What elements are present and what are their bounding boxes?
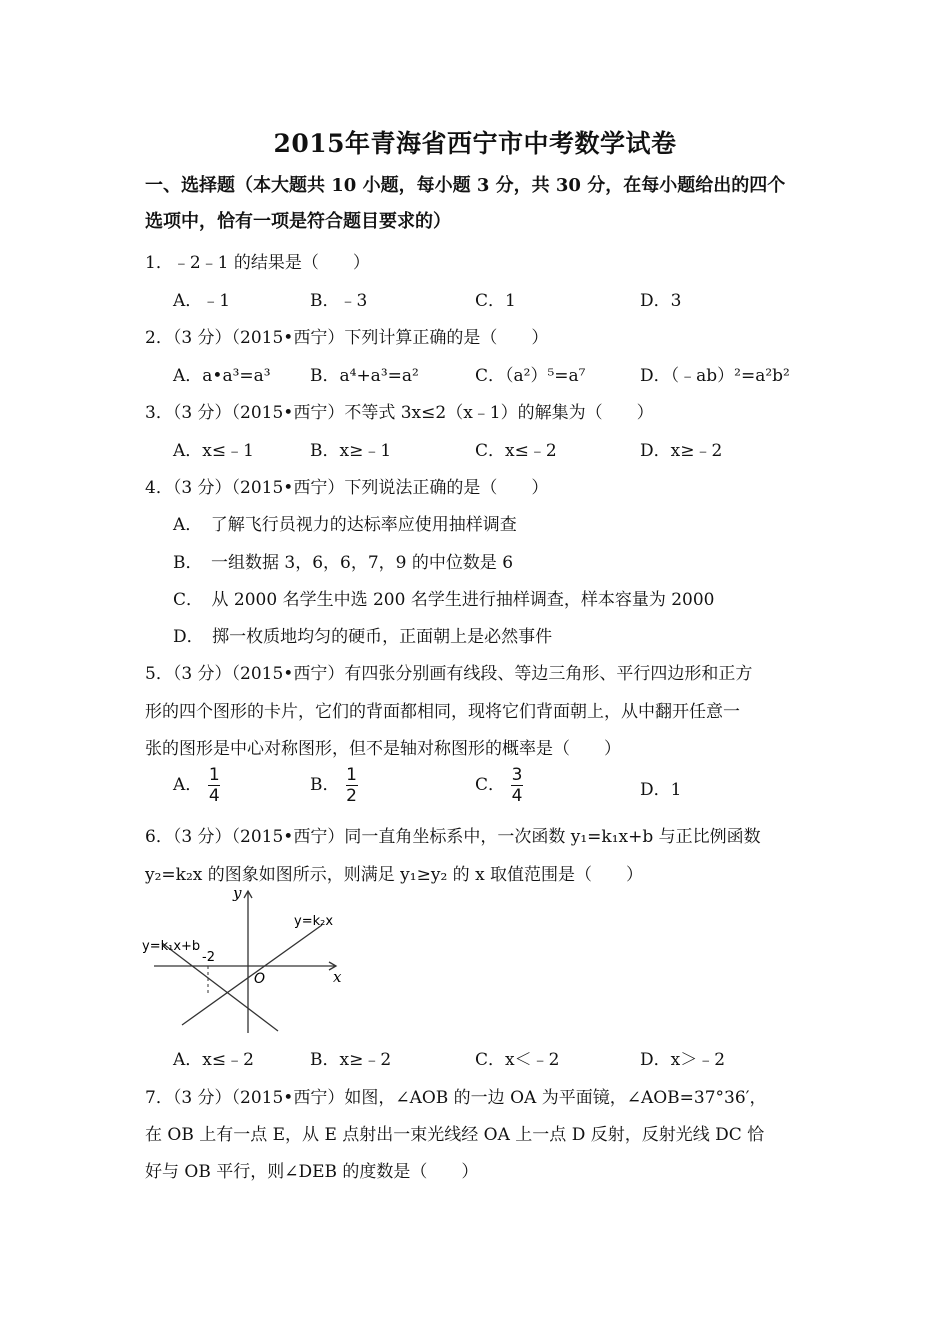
question-3-option-d: D．x≥﹣2 [640, 441, 723, 461]
line-y2-k2x [182, 925, 322, 1025]
question-4-stem: 4．（3 分）（2015•西宁）下列说法正确的是（ ） [145, 478, 549, 498]
fraction [208, 766, 220, 805]
numerator: 1 [346, 765, 357, 785]
line-y1-k1x-plus-b [162, 943, 278, 1031]
question-1-stem: 1．﹣2﹣1 的结果是（ ） [145, 253, 370, 273]
question-5-option-d: D．1 [640, 780, 682, 800]
question-2-option-a: A．a•a³=a³ [173, 366, 271, 386]
question-5-line-1: 5．（3 分）（2015•西宁）有四张分别画有线段、等边三角形、平行四边形和正方 [145, 664, 753, 684]
question-4-option-b: B． 一组数据 3，6，6，7，9 的中位数是 6 [173, 553, 514, 573]
question-6-graph [140, 883, 350, 1035]
question-7-line-3: 好与 OB 平行，则∠DEB 的度数是（ ） [145, 1162, 479, 1182]
question-5-option-a [173, 766, 220, 805]
y-axis-label: y [233, 884, 242, 902]
question-3-stem: 3．（3 分）（2015•西宁）不等式 3x≤2（x﹣1）的解集为（ ） [145, 403, 654, 423]
question-5-option-b [310, 766, 358, 805]
question-4-option-a: A． 了解飞行员视力的达标率应使用抽样调查 [173, 515, 517, 535]
question-6-option-b: B．x≥﹣2 [310, 1050, 392, 1070]
question-2-option-b: B．a⁴+a³=a² [310, 366, 419, 386]
question-4-option-d: D． 掷一枚质地均匀的硬币，正面朝上是必然事件 [173, 627, 553, 647]
question-6-option-a: A．x≤﹣2 [173, 1050, 254, 1070]
section-heading [145, 168, 815, 240]
line-2-label: y=k₂x [294, 914, 334, 929]
denominator: 2 [346, 786, 357, 806]
question-3-option-b: B．x≥﹣1 [310, 441, 392, 461]
question-6-line-2: y₂=k₂x 的图象如图所示，则满足 y₁≥y₂ 的 x 取值范围是（ ） [145, 865, 644, 885]
question-2-stem: 2．（3 分）（2015•西宁）下列计算正确的是（ ） [145, 328, 549, 348]
line-1-label: y=k₁x+b [142, 939, 201, 954]
option-label: B． [310, 775, 340, 795]
question-1-option-d: D．3 [640, 291, 682, 311]
page-title: 2015年青海省西宁市中考数学试卷 [273, 129, 677, 158]
option-label: A． [173, 775, 203, 795]
question-6-option-d: D．x＞﹣2 [640, 1050, 726, 1070]
denominator: 4 [511, 786, 523, 806]
question-3-option-a: A．x≤﹣1 [173, 441, 254, 461]
question-6-option-c: C．x＜﹣2 [475, 1050, 560, 1070]
question-3-option-c: C．x≤﹣2 [475, 441, 557, 461]
question-1-option-a: A．﹣1 [173, 291, 231, 311]
numerator: 3 [511, 765, 523, 785]
section-heading-line-2: 选项中，恰有一项是符合题目要求的） [145, 211, 451, 232]
fraction [346, 766, 358, 805]
tick-label: -2 [202, 950, 215, 965]
question-4-option-c: C． 从 2000 名学生中选 200 名学生进行抽样调查，样本容量为 2000 [173, 590, 715, 610]
question-5-line-2: 形的四个图形的卡片，它们的背面都相同，现将它们背面朝上，从中翻开任意一 [145, 702, 740, 722]
denominator: 4 [208, 786, 220, 806]
fraction [511, 766, 523, 805]
question-2-option-d: D．（﹣ab）²=a²b² [640, 366, 790, 386]
section-heading-line-1: 一、选择题（本大题共 10 小题，每小题 3 分，共 30 分，在每小题给出的四个 [145, 175, 786, 196]
question-5-line-3: 张的图形是中心对称图形，但不是轴对称图形的概率是（ ） [145, 739, 621, 759]
origin-label: O [254, 971, 266, 987]
question-5-option-c [475, 766, 523, 805]
question-7-line-2: 在 OB 上有一点 E，从 E 点射出一束光线经 OA 上一点 D 反射，反射光线 DC 恰 [145, 1125, 765, 1145]
question-6-line-1: 6．（3 分）（2015•西宁）同一直角坐标系中，一次函数 y₁=k₁x+b 与正比例函数 [145, 827, 761, 847]
question-2-option-c: C．（a²）⁵=a⁷ [475, 366, 586, 386]
question-1-option-c: C．1 [475, 291, 516, 311]
numerator: 1 [208, 765, 220, 785]
question-7-line-1: 7．（3 分）（2015•西宁）如图，∠AOB 的一边 OA 为平面镜，∠AOB=37°36′， [145, 1088, 767, 1108]
option-label: C． [475, 775, 506, 795]
x-axis-label: x [333, 968, 342, 986]
question-1-option-b: B．﹣3 [310, 291, 368, 311]
